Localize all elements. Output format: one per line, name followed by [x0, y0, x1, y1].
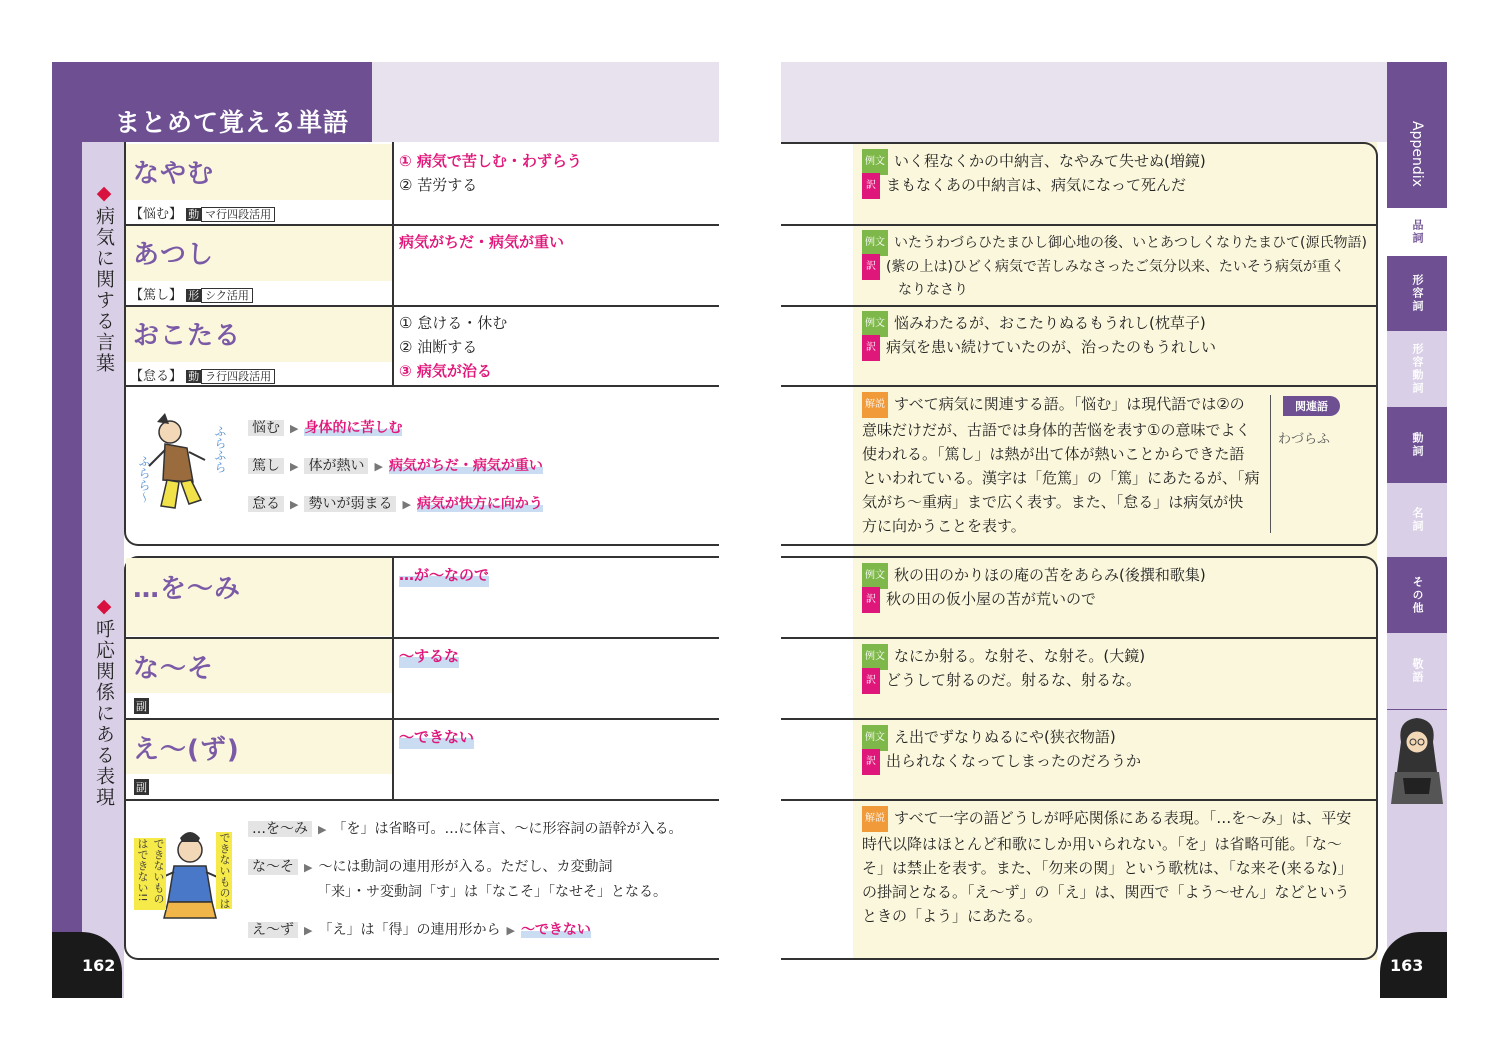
row-divider — [781, 637, 1378, 639]
left-margin-bar — [52, 142, 82, 998]
tab-keiyoushi[interactable]: 形容詞 — [1387, 256, 1447, 330]
column-divider — [392, 556, 394, 800]
left-top-band-light — [372, 62, 719, 142]
tab-doushi[interactable]: 動詞 — [1387, 408, 1447, 482]
entry-1-meanings: ① 病気で苦しむ・わずらう ② 苦労する — [399, 152, 582, 194]
entry2-1-meaning: …が〜なので — [399, 563, 489, 587]
related-word: わづらふ — [1278, 432, 1331, 447]
entry-1-grammar: 【悩む】 動 マ行四段活用 — [130, 203, 275, 222]
example2-3: 例文 え出でずなりぬるにや(狭衣物語) — [862, 725, 1116, 751]
page-heading: まとめて覚える単語 — [115, 108, 350, 137]
related-divider — [1270, 395, 1271, 533]
example2-2: 例文 なにか射る。な射そ、な射そ。(大鏡) — [862, 644, 1145, 670]
section-label-correlative: ◆呼応関係にある表現 — [93, 595, 115, 808]
summary2-row-1: …を〜み ▶ 「を」は省略可。…に体言、〜に形容詞の語幹が入る。 — [248, 818, 682, 838]
tab-appendix[interactable]: Appendix — [1409, 121, 1425, 187]
diamond-icon: ◆ — [93, 595, 115, 619]
entry2-3-meaning: 〜できない — [399, 725, 474, 749]
entry2-3-word: え〜(ず) — [133, 735, 240, 765]
example-2: 例文 いたうわづらひたまひし御心地の後、いとあつしくなりたまひて(源氏物語) — [862, 230, 1367, 256]
row-divider — [781, 385, 1378, 387]
row-divider — [124, 799, 719, 801]
translation2-3: 訳 出られなくなってしまったのだろうか — [862, 749, 1141, 775]
illus2-caption-a: できないものはできない!! — [134, 838, 166, 910]
example-1: 例文 いく程なくかの中納言、なやみて失せぬ(増鏡) — [862, 149, 1206, 175]
example-3: 例文 悩みわたるが、おこたりぬるもうれし(枕草子) — [862, 311, 1206, 337]
translation2-1: 訳 秋の田の仮小屋の苫が荒いので — [862, 587, 1096, 613]
entry2-2-word: な〜そ — [133, 654, 215, 684]
entry-2-word: あつし — [133, 240, 215, 270]
entry-3-word: おこたる — [133, 321, 242, 351]
illus1-caption-a: ふらふら — [213, 425, 227, 473]
right-top-band — [781, 62, 1387, 142]
translation-3: 訳 病気を患い続けていたのが、治ったのもうれしい — [862, 335, 1216, 361]
entry-3-meanings: ① 怠ける・休む ② 油断する ③ 病気が治る — [399, 314, 508, 380]
entry2-1-word: …を〜み — [133, 574, 242, 604]
translation-1: 訳 まもなくあの中納言は、病気になって死んだ — [862, 173, 1186, 199]
tab-sonota[interactable]: その他 — [1387, 558, 1447, 632]
tab-keiyoudoushi[interactable]: 形容動詞 — [1387, 331, 1447, 407]
translation-2-cont: なりなさり — [898, 282, 968, 298]
page-number-left: 162 — [82, 956, 116, 975]
tab-meishi[interactable]: 名詞 — [1387, 483, 1447, 557]
section-label-illness: ◆病気に関する言葉 — [93, 182, 115, 374]
tab-hinshi[interactable]: 品詞 — [1387, 208, 1447, 256]
entry2-3-tag: 副 — [136, 781, 147, 794]
explanation-1: 解説 すべて病気に関連する語。「悩む」は現代語では②の 意味だけだが、古語では身体的苦悩を表す①の意味でよく 使われる。「篤し」は熱が出て体が熱いことからできた語 といわれている。漢字は「危篤」の「篤」にあたるが、「病 気がち〜重病」まで広く表す。また、「怠る」は病気が快 方に向かうことを表す。 — [862, 392, 1262, 538]
row-divider — [124, 385, 719, 387]
row-divider — [781, 305, 1378, 307]
tab-keigo[interactable]: 敬語 — [1387, 633, 1447, 709]
entry-3-grammar: 【怠る】 動 ラ行四段活用 — [130, 365, 275, 384]
entry-2-meanings: 病気がちだ・病気が重い — [399, 233, 565, 251]
summary1-row-1: 悩む ▶ 身体的に苦しむ — [248, 417, 402, 437]
page-number-right: 163 — [1390, 956, 1424, 975]
summary1-row-2: 篤し ▶ 体が熱い ▶ 病気がちだ・病気が重い — [248, 455, 543, 475]
summary2-row-2-cont: 「来」・サ変動詞「す」は「なこそ」「なせそ」となる。 — [317, 884, 667, 900]
entry2-2-tag: 副 — [136, 700, 147, 713]
summary2-row-3: え〜ず ▶ 「え」は「得」の連用形から ▶ 〜できない — [248, 919, 591, 939]
summary2-row-2: な〜そ ▶ 〜には動詞の連用形が入る。ただし、カ変動詞 — [248, 856, 612, 876]
translation2-2: 訳 どうして射るのだ。射るな、射るな。 — [862, 668, 1141, 694]
entry2-2-meaning: 〜するな — [399, 644, 459, 668]
illus2-caption-b: できないものは — [218, 832, 231, 909]
translation-2: 訳 (紫の上は)ひどく病気で苦しみなさったご気分以来、たいそう病気が重く — [862, 254, 1345, 280]
related-label: 関連語 — [1283, 396, 1340, 416]
scholar-woman-illustration — [1387, 712, 1447, 804]
example2-1: 例文 秋の田のかりほの庵の苫をあらみ(後撰和歌集) — [862, 563, 1206, 589]
summary1-row-3: 怠る ▶ 勢いが弱まる ▶ 病気が快方に向かう — [248, 493, 543, 513]
illus1-caption-b: ふらら〜 — [137, 455, 151, 503]
row-divider — [781, 799, 1378, 801]
row-divider — [781, 718, 1378, 720]
entry-2-grammar: 【篤し】 形 シク活用 — [130, 284, 253, 303]
column-divider — [392, 142, 394, 386]
diamond-icon: ◆ — [93, 182, 115, 206]
explanation-2: 解説 すべて一字の語どうしが呼応関係にある表現。「…を〜み」は、平安 時代以降はほとんど和歌にしか用いられない。「を」は省略可能。「な〜 そ」は禁止を表す。また、「勿来の関」という歌枕は、「な来そ(来るな)」 の掛詞となる。「え〜ず」の「え」は、関西で「よう〜せん」などという ときの「よう」にあたる。 — [862, 806, 1372, 928]
row-divider — [781, 224, 1378, 226]
entry-1-word: なやむ — [133, 159, 215, 189]
